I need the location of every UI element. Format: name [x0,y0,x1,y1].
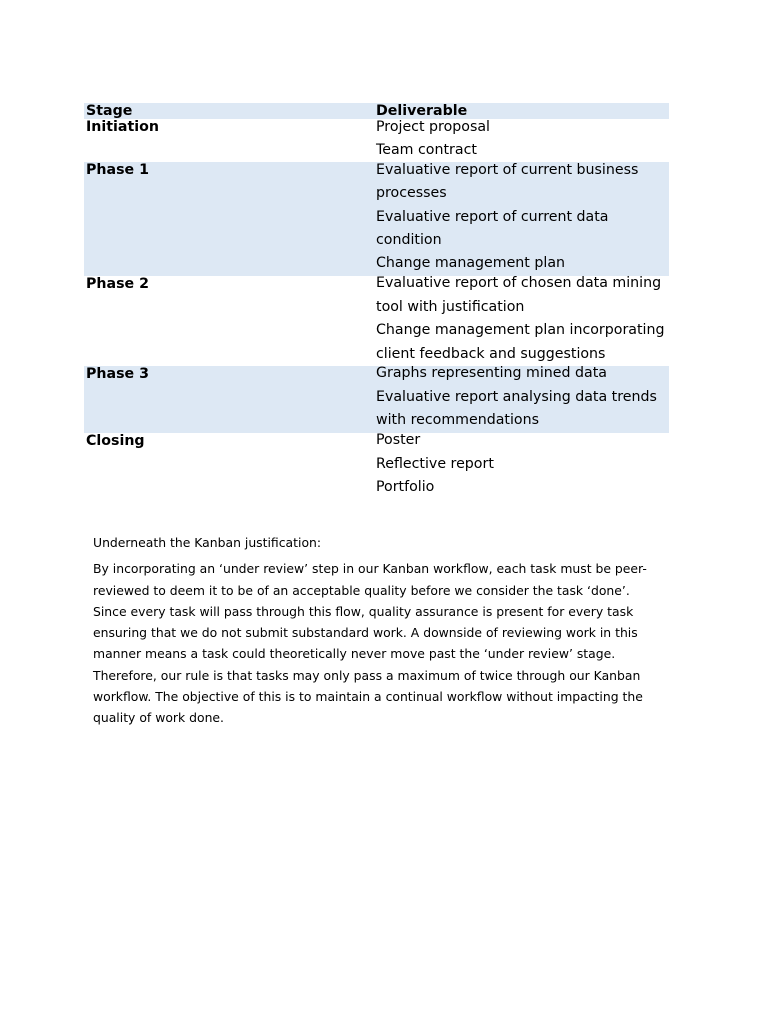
deliverable-item: Evaluative report of current business processes [376,161,639,202]
table-row [84,119,669,162]
stage-label: Initiation [86,119,159,135]
stage-cell [84,162,376,276]
deliverable-cell [376,433,669,500]
table-row [84,366,669,433]
deliverable-cell [376,162,669,276]
deliverable-item: Evaluative report analysing data trends with recommendations [376,388,657,429]
deliverables-table-body [84,103,669,499]
deliverable-cell [376,276,669,366]
table-row [84,433,669,500]
header-stage: Stage [84,103,376,119]
stage-label: Closing [86,432,145,449]
table-row [84,162,669,276]
deliverable-item: Portfolio [376,479,435,495]
stage-cell [84,119,376,162]
deliverable-item: Change management plan incorporating client feedback and suggestions [376,322,665,362]
deliverable-item: Evaluative report of chosen data mining tool with justification [376,275,662,315]
justification-body: By incorporating an ‘under review’ step in our Kanban workflow, each task must be peer- reviewed to deem it to be of an acceptable quality before we consider the task ‘done’. Since every task will pass through this flow, quality assurance is present for every task ensuring that we do not submit substandard work. A downside of reviewing work in this manner means a task could theoretically never move past the ‘under review’ stage. Therefore, our rule is that tasks may only pass a maximum of twice through our Kanban workflow. The objective of this is to maintain a continual workflow without impacting the quality of work done. [93,561,647,726]
stage-cell [84,276,376,366]
stage-label: Phase 2 [86,275,149,292]
deliverable-item: Evaluative report of current data condition [376,208,609,249]
deliverable-item: Change management plan [376,255,566,272]
deliverable-item: Graphs representing mined data [376,365,608,382]
table-row [84,276,669,366]
header-deliverable: Deliverable [376,103,669,119]
stage-cell [84,433,376,500]
deliverable-item: Poster [376,432,421,449]
kanban-justification [93,532,678,729]
deliverable-cell [376,119,669,162]
stage-label: Phase 3 [86,365,149,382]
deliverable-item: Team contract [376,141,477,158]
stage-cell [84,366,376,433]
deliverables-table [84,103,669,499]
deliverable-item: Project proposal [376,118,490,135]
deliverable-cell [376,366,669,433]
justification-heading: Underneath the Kanban justification: [93,535,322,550]
stage-label: Phase 1 [86,162,149,179]
deliverable-item: Reflective report [376,455,494,472]
